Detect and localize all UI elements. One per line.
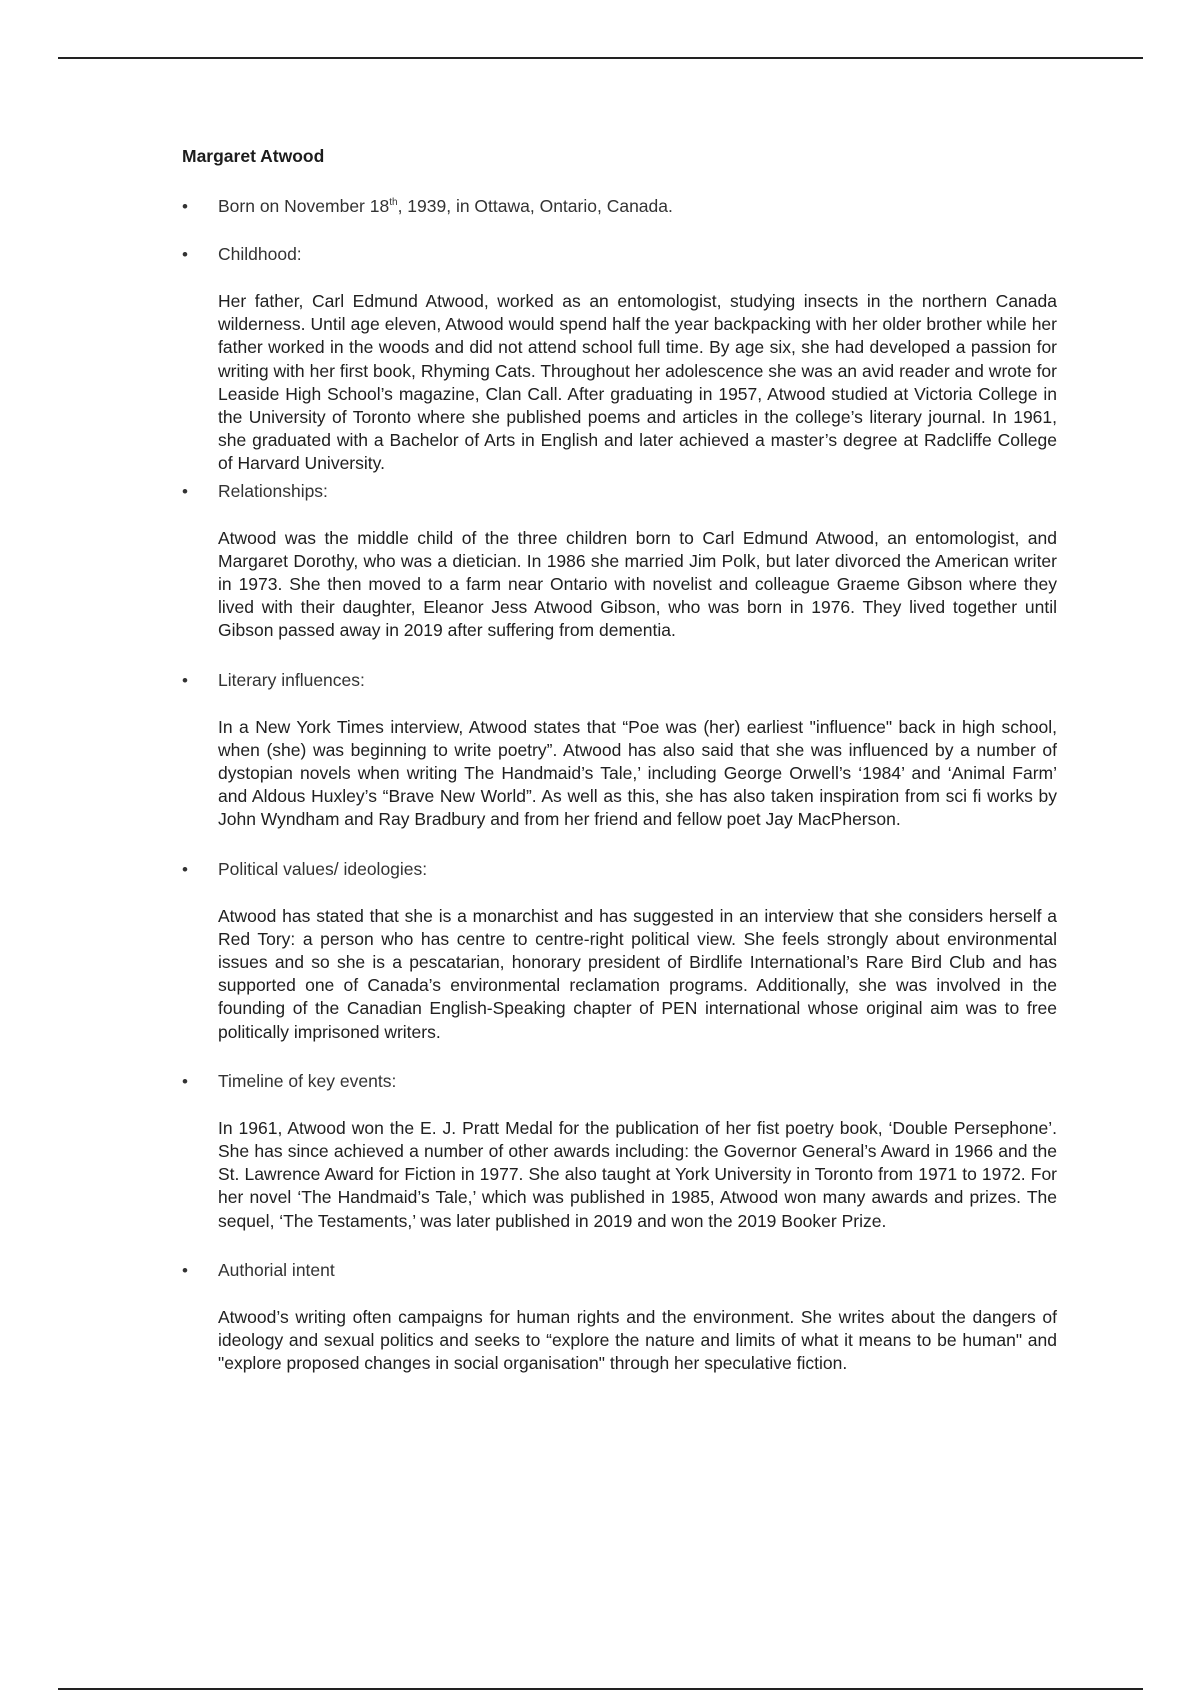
footer-rule: [58, 1688, 1143, 1690]
section-text: In a New York Times interview, Atwood states that “Poe was (her) earliest "influence" back in high school, when (she) was beginning to write poetry”. Atwood has also said that she was influenced by a number of dystopian novels when writing The Handmaid’s Tale,’ including George Orwell’s ‘1984’ and ‘Animal Farm’ and Aldous Huxley’s “Brave New World”. As well as this, she has also taken inspiration from sci fi works by John Wyndham and Ray Bradbury and from her friend and fellow poet Jay MacPherson.: [218, 716, 1057, 830]
bullet-icon: •: [182, 1071, 188, 1091]
section-heading: • Childhood:: [182, 244, 302, 264]
page-title: Margaret Atwood: [182, 146, 325, 166]
section-childhood: [182, 243, 1057, 476]
section-text: Atwood has stated that she is a monarchist and has suggested in an interview that she considers herself a Red Tory: a person who has centre to centre-right political view. She feels strongly about environmental issues and so she is a pescatarian, honorary president of Birdlife International’s Rare Bird Club and has supported one of Canada’s environmental reclamation programs. Additionally, she was involved in the founding of the Canadian English-Speaking chapter of PEN international whose original aim was to free politically imprisoned writers.: [218, 905, 1057, 1042]
section-timeline: [182, 1070, 1057, 1233]
section-heading: • Literary influences:: [182, 669, 365, 690]
section-heading: • Relationships:: [182, 480, 328, 501]
section-text: Her father, Carl Edmund Atwood, worked as an entomologist, studying insects in the northern Canada wilderness. Until age eleven, Atwood would spend half the year backpacking with her older brother while her father worked in the woods and did not attend school full time. By age six, she had developed a passion for writing with her first book, Rhyming Cats. Throughout her adolescence she was an avid reader and wrote for Leaside High School’s magazine, Clan Call. After graduating in 1957, Atwood studied at Victoria College in the University of Toronto where she published poems and articles in the college’s literary journal. In 1961, she graduated with a Bachelor of Arts in English and later achieved a master’s degree at Radcliffe College of Harvard University.: [218, 291, 1057, 474]
section-text: Atwood’s writing often campaigns for human rights and the environment. She writes about the dangers of ideology and sexual politics and seeks to “explore the nature and limits of what it means to be human" and "explore proposed changes in social organisation" through her speculative fiction.: [218, 1306, 1057, 1374]
section-relationships: [182, 480, 1057, 643]
section-text: Atwood was the middle child of the three children born to Carl Edmund Atwood, an entomologist, and Margaret Dorothy, who was a dietician. In 1986 she married Jim Polk, but later divorced the American writer in 1973. She then moved to a farm near Ontario with novelist and colleague Graeme Gibson where they lived with their daughter, Eleanor Jess Atwood Gibson, who was born in 1976. They lived together until Gibson passed away in 2019 after suffering from dementia.: [218, 527, 1057, 641]
bullet-icon: •: [182, 245, 188, 264]
bullet-born: • Born on November 18th, 1939, in Ottawa, Ontario, Canada.: [182, 196, 673, 216]
document-body: [182, 146, 1057, 1402]
bullet-icon: •: [182, 197, 188, 216]
section-political-values: [182, 858, 1057, 1044]
bullet-icon: •: [182, 1260, 188, 1280]
section-text: In 1961, Atwood won the E. J. Pratt Medal for the publication of her fist poetry book, ‘Double Persephone’. She has since achieved a number of other awards including: the Governor General’s Award in 1966 and the St. Lawrence Award for Fiction in 1977. She also taught at York University in Toronto from 1971 to 1972. For her novel ‘The Handmaid’s Tale,’ which was published in 1985, Atwood won many awards and prizes. The sequel, ‘The Testaments,’ was later published in 2019 and won the 2019 Booker Prize.: [218, 1117, 1057, 1231]
section-authorial-intent: [182, 1259, 1057, 1376]
bullet-icon: •: [182, 481, 188, 501]
section-heading: • Political values/ ideologies:: [182, 858, 428, 879]
section-heading: • Authorial intent: [182, 1259, 335, 1280]
bullet-icon: •: [182, 670, 188, 690]
header-rule: [58, 57, 1143, 59]
section-literary-influences: [182, 669, 1057, 832]
section-heading: • Timeline of key events:: [182, 1070, 397, 1091]
bullet-icon: •: [182, 859, 188, 879]
